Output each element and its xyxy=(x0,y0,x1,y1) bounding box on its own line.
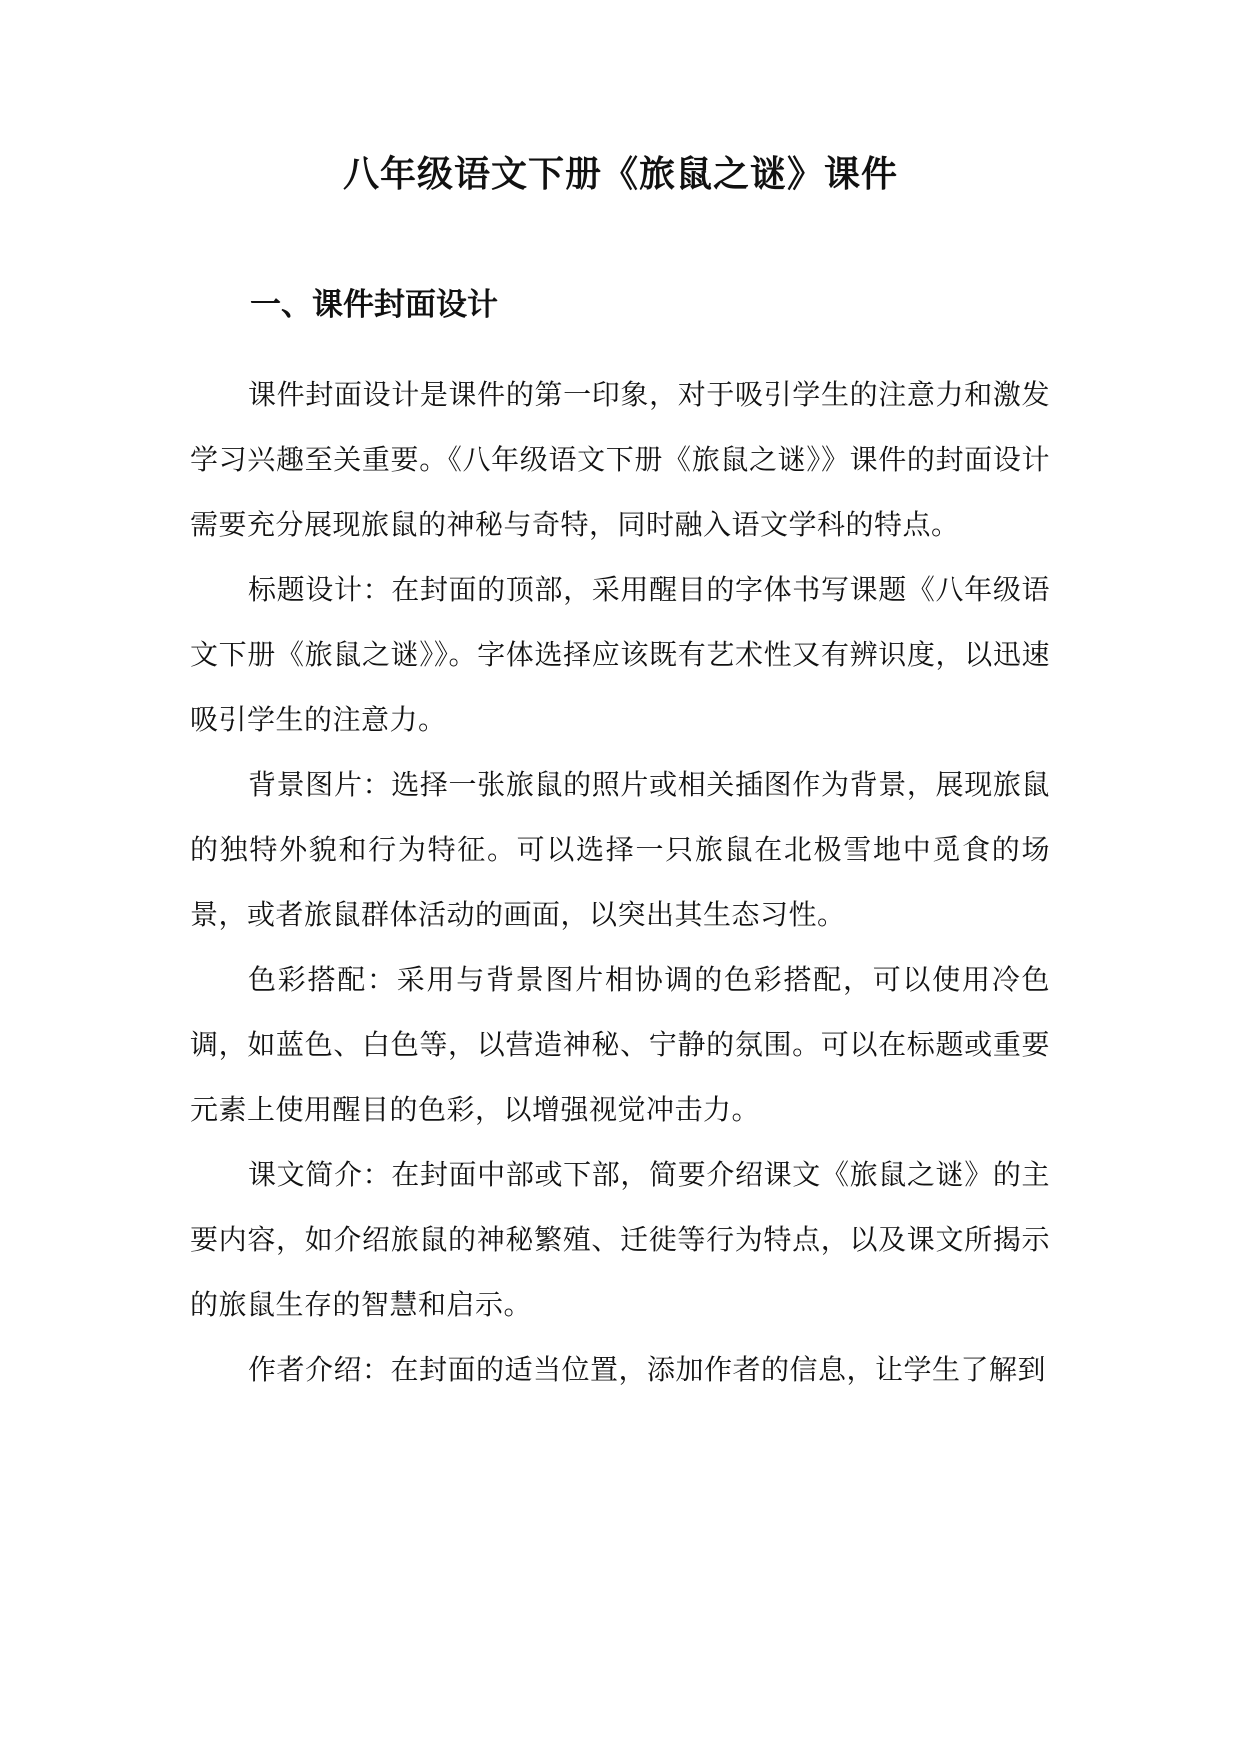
paragraph-color-scheme: 色彩搭配：采用与背景图片相协调的色彩搭配，可以使用冷色调，如蓝色、白色等，以营造神秘、宁静的氛围。可以在标题或重要元素上使用醒目的色彩，以增强视觉冲击力。 xyxy=(190,963,1050,1126)
paragraph-intro: 课件封面设计是课件的第一印象，对于吸引学生的注意力和激发学习兴趣至关重要。《八年级语文下册《旅鼠之谜》》课件的封面设计需要充分展现旅鼠的神秘与奇特，同时融入语文学科的特点。 xyxy=(190,378,1050,541)
body-text xyxy=(190,362,1050,1532)
section-heading: 一、课件封面设计 xyxy=(250,287,498,323)
paragraph-title-design: 标题设计：在封面的顶部，采用醒目的字体书写课题《八年级语文下册《旅鼠之谜》》。字体选择应该既有艺术性又有辨识度，以迅速吸引学生的注意力。 xyxy=(190,573,1050,736)
paragraph-author-intro: 作者介绍：在封面的适当位置，添加作者的信息，让学生了解到 xyxy=(248,1353,1047,1386)
paragraph-text-summary: 课文简介：在封面中部或下部，简要介绍课文《旅鼠之谜》的主要内容，如介绍旅鼠的神秘繁殖、迁徙等行为特点，以及课文所揭示的旅鼠生存的智慧和启示。 xyxy=(190,1158,1050,1321)
document-title: 八年级语文下册《旅鼠之谜》课件 xyxy=(342,154,898,195)
paragraph-background-image: 背景图片：选择一张旅鼠的照片或相关插图作为背景，展现旅鼠的独特外貌和行为特征。可以选择一只旅鼠在北极雪地中觅食的场景，或者旅鼠群体活动的画面，以突出其生态习性。 xyxy=(190,768,1050,931)
